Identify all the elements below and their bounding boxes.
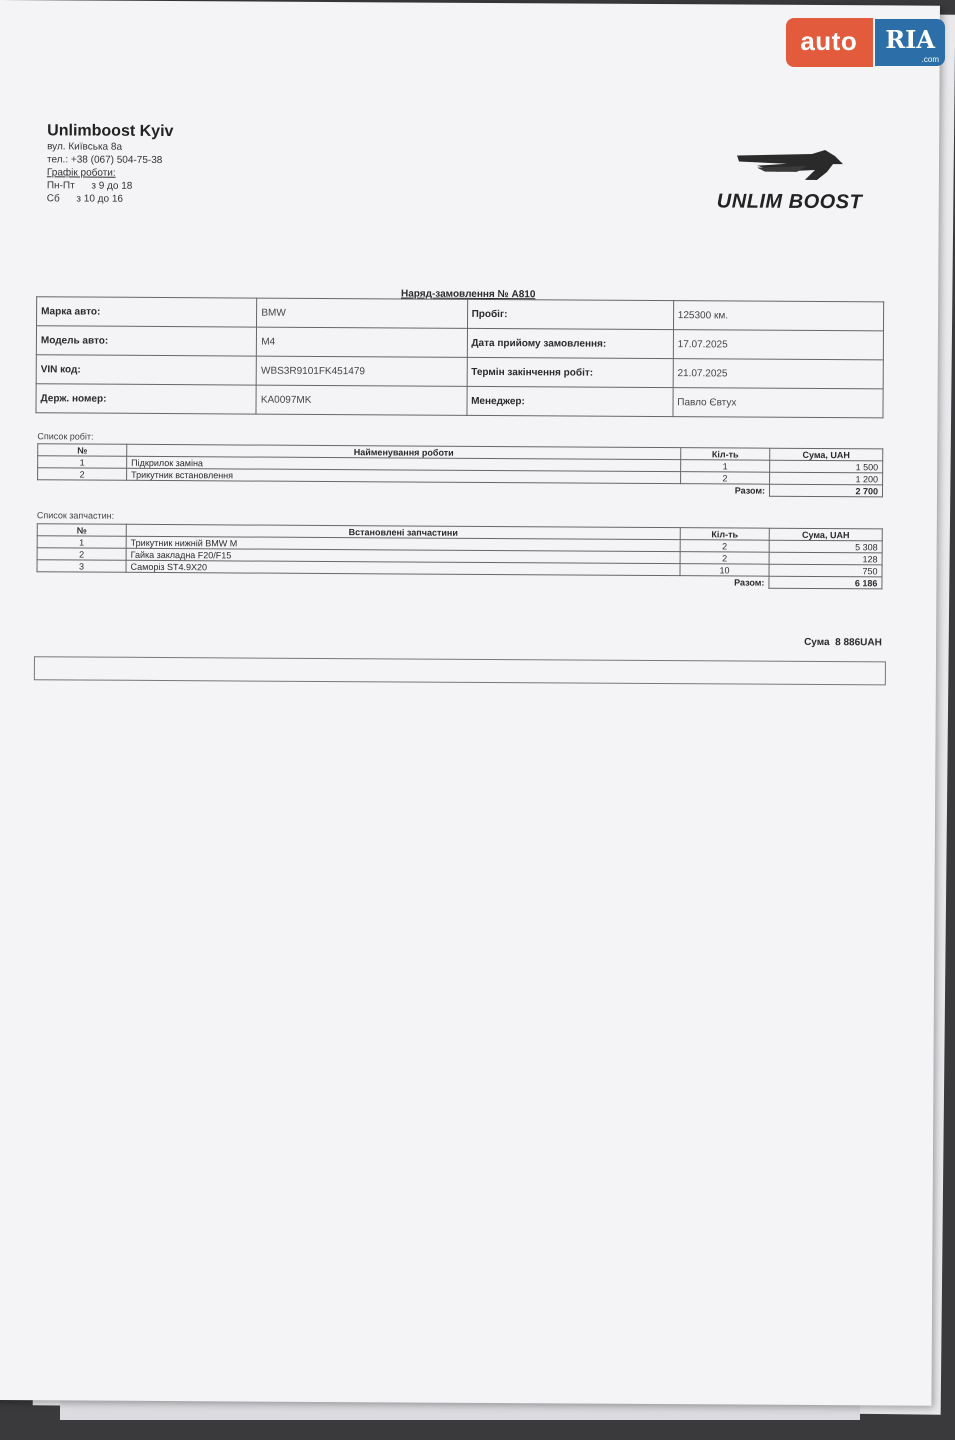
parts-row-num: 1 <box>37 536 126 549</box>
make-value: BMW <box>257 298 467 328</box>
works-row-name: Трикутник встановлення <box>127 468 681 483</box>
manager-value: Павло Євтух <box>673 388 883 418</box>
unlimboost-logo <box>717 149 867 214</box>
parts-row-qty: 2 <box>680 540 769 553</box>
company-phone: тел.: +38 (067) 504-75-38 <box>46 154 163 166</box>
autoria-watermark <box>786 18 945 67</box>
notes-box <box>34 656 886 685</box>
parts-row-name: Саморіз ST4.9X20 <box>126 560 680 575</box>
parts-row-qty: 2 <box>680 552 769 565</box>
vin-label: VIN код: <box>36 355 256 385</box>
vehicle-info-table <box>35 296 884 418</box>
company-name: Unlimboost Kyiv <box>47 122 174 141</box>
watermark-ria <box>875 19 945 66</box>
watermark-com: .com <box>921 55 939 64</box>
mileage-value: 125300 км. <box>673 301 883 331</box>
works-row-qty: 1 <box>681 460 770 473</box>
date-end-value: 21.07.2025 <box>673 359 883 389</box>
works-total-label: Разом: <box>734 485 766 496</box>
parts-header-sum: Сума, UAH <box>769 528 882 541</box>
parts-row-sum: 128 <box>769 552 882 565</box>
parts-header-num: № <box>37 524 126 537</box>
watermark-auto: auto <box>786 18 873 67</box>
works-header-name: Найменування роботи <box>127 444 681 459</box>
works-row-num: 1 <box>38 456 127 469</box>
logo-text: UNLIM BOOST <box>716 190 863 214</box>
mileage-label: Пробіг: <box>467 299 673 329</box>
grand-total: Сума 8 886UAH <box>804 636 882 649</box>
manager-label: Менеджер: <box>467 386 673 416</box>
plate-value: KA0097MK <box>256 385 466 415</box>
works-header-qty: Кіл-ть <box>681 448 770 461</box>
works-table <box>37 443 883 497</box>
company-header <box>47 122 174 206</box>
model-label: Модель авто: <box>36 326 256 356</box>
parts-row-num: 2 <box>37 548 126 561</box>
date-in-value: 17.07.2025 <box>673 330 883 360</box>
plate-label: Держ. номер: <box>36 384 256 414</box>
date-in-label: Дата прийому замовлення: <box>467 328 673 358</box>
works-total-value: 2 700 <box>769 484 882 497</box>
parts-header-name: Встановлені запчастини <box>126 524 680 539</box>
works-row-sum: 1 500 <box>770 460 883 473</box>
parts-total-value: 6 186 <box>769 576 882 589</box>
parts-row-name: Гайка закладна F20/F15 <box>126 548 680 563</box>
parts-total-label: Разом: <box>734 577 765 588</box>
parts-row-num: 3 <box>37 560 126 573</box>
works-header-sum: Сума, UAH <box>770 448 883 461</box>
works-row-sum: 1 200 <box>770 472 883 485</box>
company-address: вул. Київська 8а <box>47 141 123 153</box>
make-label: Марка авто: <box>37 297 257 327</box>
schedule-saturday: Сб з 10 до 16 <box>46 193 124 205</box>
works-row-qty: 2 <box>681 472 770 485</box>
parts-row-qty: 10 <box>680 564 769 577</box>
parts-row-sum: 5 308 <box>769 540 882 553</box>
parts-table <box>36 523 882 589</box>
watermark-ria-text: RIA <box>885 25 935 54</box>
parts-section-label: Список запчастин: <box>36 510 115 521</box>
schedule-weekdays: Пн-Пт з 9 до 18 <box>46 180 133 192</box>
panther-logo-icon <box>717 149 847 190</box>
model-value: M4 <box>257 327 467 357</box>
schedule-title: Графік роботи: <box>46 167 116 179</box>
parts-row-sum: 750 <box>769 564 882 577</box>
works-row-name: Підкрилок заміна <box>127 456 681 471</box>
works-header-num: № <box>38 444 127 457</box>
date-end-label: Термін закінчення робіт: <box>467 357 673 387</box>
works-row-num: 2 <box>38 468 127 481</box>
vin-value: WBS3R9101FK451479 <box>256 356 466 386</box>
parts-header-qty: Кіл-ть <box>680 528 769 541</box>
order-title: Наряд-замовлення № А810 <box>400 288 536 301</box>
works-section-label: Список робіт: <box>37 431 94 442</box>
parts-row-name: Трикутник нижній BMW M <box>126 536 680 551</box>
